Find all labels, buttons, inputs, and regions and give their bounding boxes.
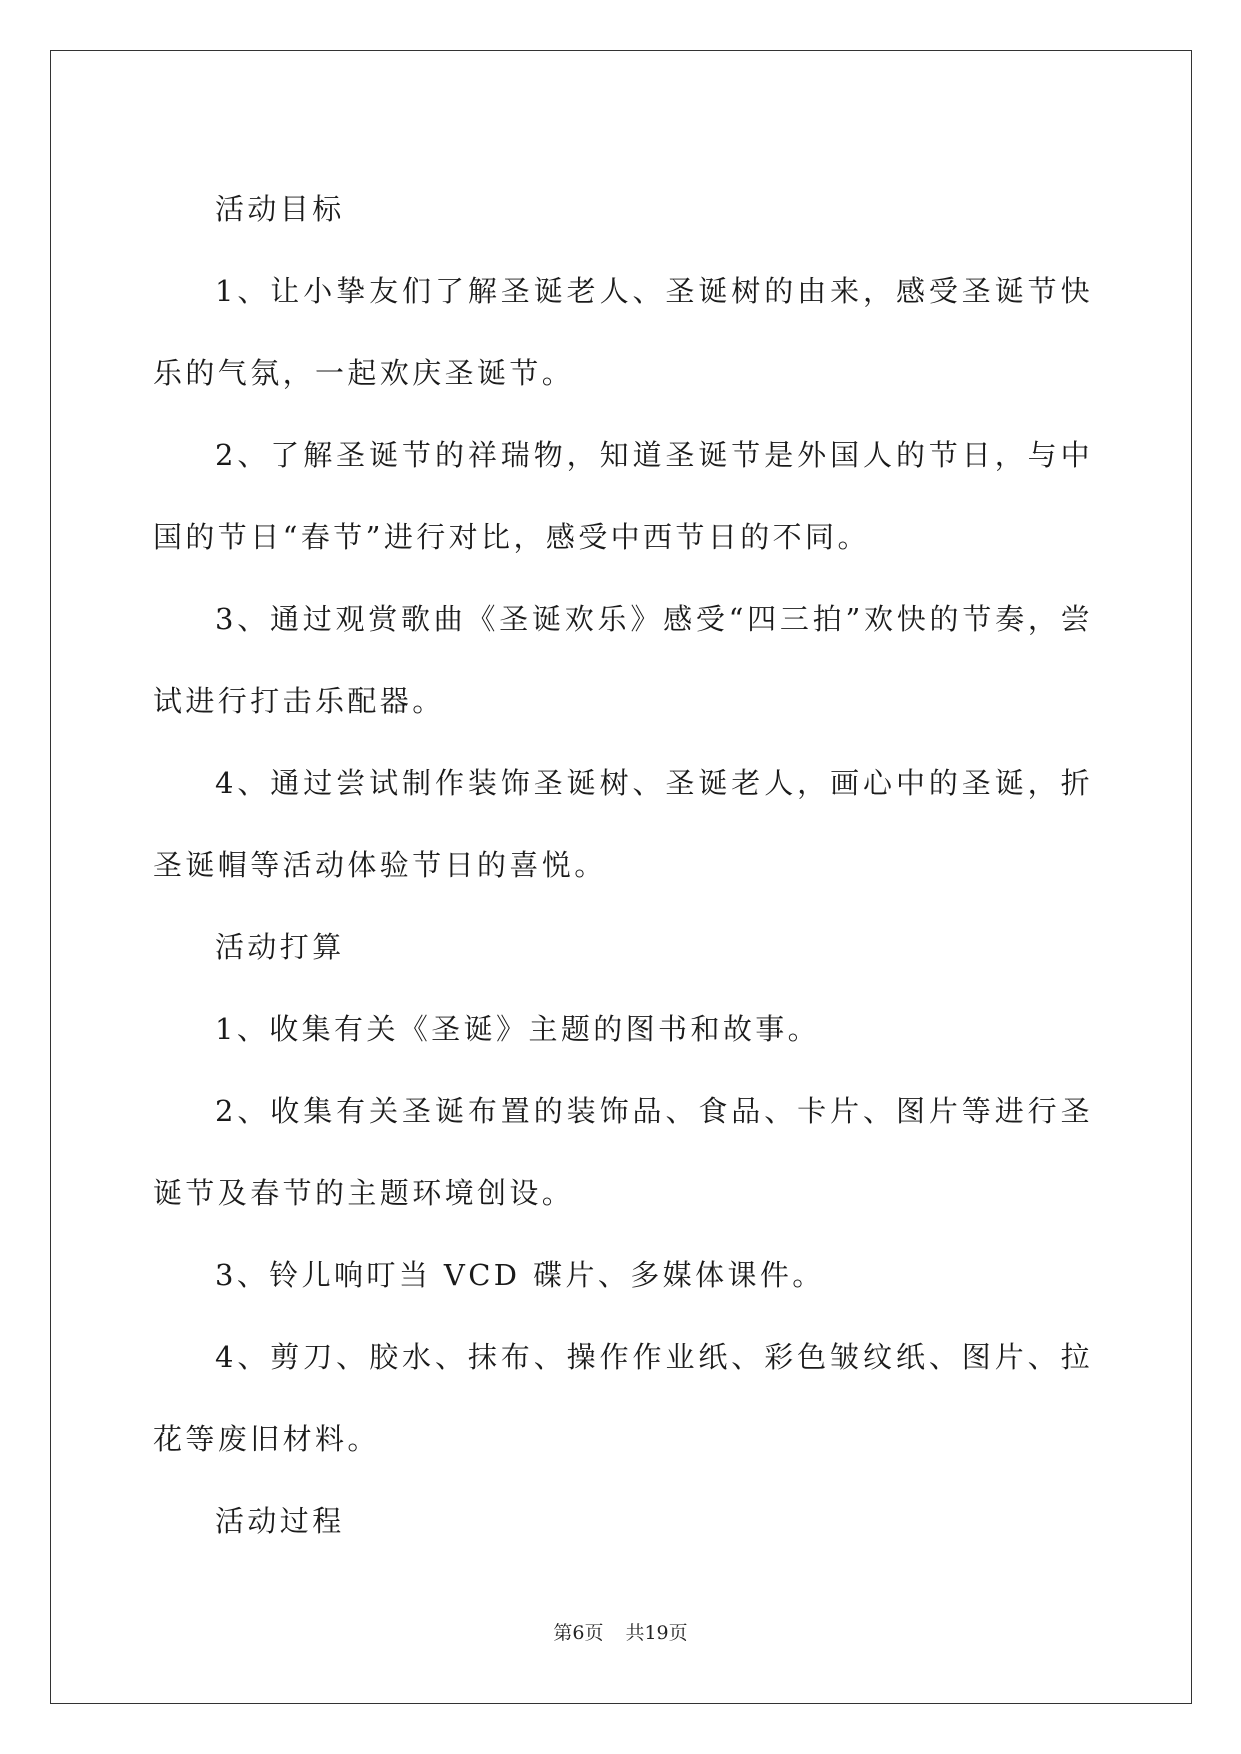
section-heading-preparation: 活动打算 — [215, 930, 345, 964]
page-total: 共19页 — [625, 1622, 688, 1644]
goal-paragraph-4: 4、通过尝试制作装饰圣诞树、圣诞老人，画心中的圣诞，折圣诞帽等活动体验节日的喜悦。 — [153, 766, 1093, 882]
goal-paragraph-1: 1、让小挚友们了解圣诞老人、圣诞树的由来，感受圣诞节快乐的气氛，一起欢庆圣诞节。 — [153, 274, 1093, 390]
preparation-paragraph-2: 2、收集有关圣诞布置的装饰品、食品、卡片、图片等进行圣诞节及春节的主题环境创设。 — [153, 1094, 1093, 1210]
goal-paragraph-2: 2、了解圣诞节的祥瑞物，知道圣诞节是外国人的节日，与中国的节日“春节”进行对比，感受中西节日的不同。 — [153, 438, 1093, 554]
page-footer — [0, 1618, 1241, 1645]
section-heading-goals: 活动目标 — [215, 192, 345, 226]
section-heading-process: 活动过程 — [215, 1504, 345, 1538]
preparation-paragraph-4: 4、剪刀、胶水、抹布、操作作业纸、彩色皱纹纸、图片、拉花等废旧材料。 — [153, 1340, 1093, 1456]
preparation-paragraph-1: 1、收集有关《圣诞》主题的图书和故事。 — [215, 1012, 821, 1046]
document-body — [153, 168, 1093, 1562]
page-number: 第6页 — [553, 1622, 604, 1644]
preparation-paragraph-3: 3、铃儿响叮当 VCD 碟片、多媒体课件。 — [215, 1258, 825, 1292]
goal-paragraph-3: 3、通过观赏歌曲《圣诞欢乐》感受“四三拍”欢快的节奏，尝试进行打击乐配器。 — [153, 602, 1093, 718]
